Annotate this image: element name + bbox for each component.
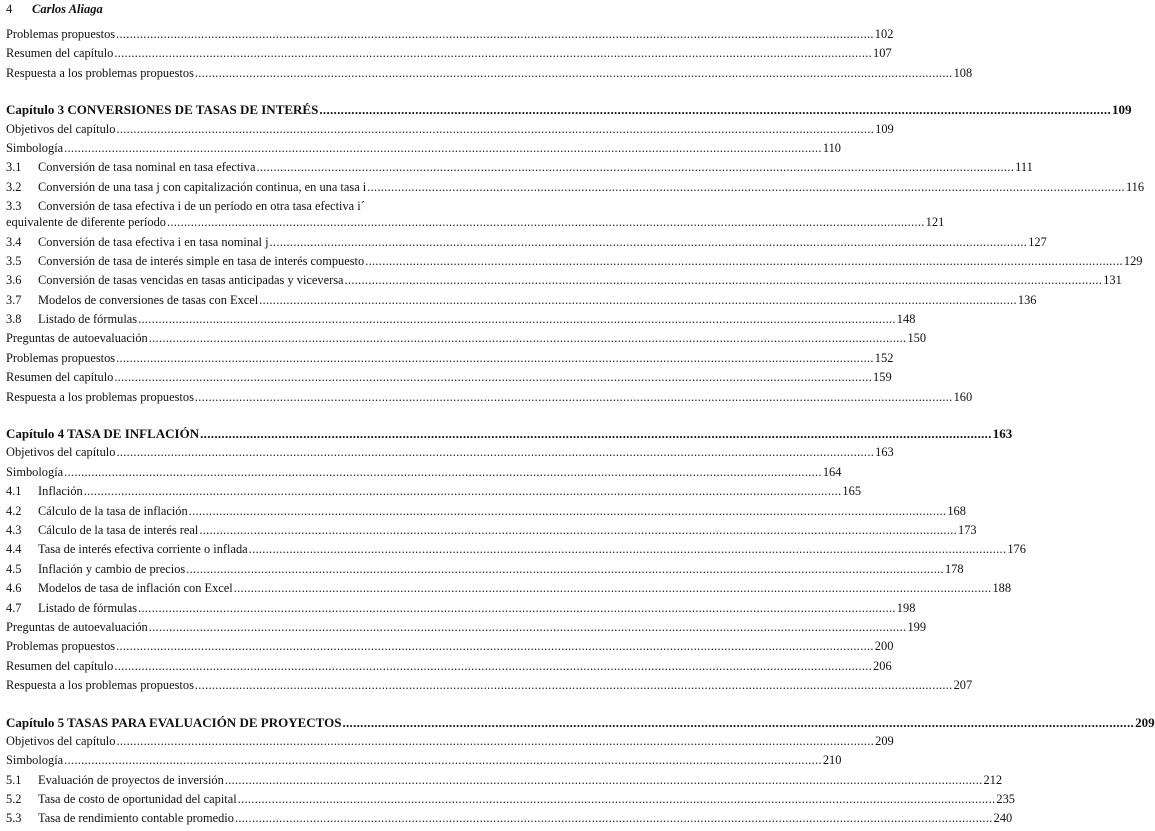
page-ref: 164: [822, 464, 842, 479]
page-ref: 111: [1015, 160, 1033, 175]
toc-entry[interactable]: [6, 179, 1145, 199]
toc-entry[interactable]: [6, 542, 1026, 561]
entry-number: 5.3: [6, 811, 22, 826]
entry-number: 4.2: [6, 503, 22, 518]
page-ref: 178: [944, 561, 964, 576]
toc-entry[interactable]: [6, 65, 973, 85]
entry-number: 3.6: [6, 273, 22, 288]
entry-number: 5.2: [6, 792, 22, 807]
page-ref: 210: [822, 753, 842, 768]
dot-leader: [342, 715, 1134, 731]
toc-entry[interactable]: [6, 581, 1012, 600]
toc-entry[interactable]: [6, 199, 452, 215]
page-ref: 199: [907, 619, 927, 634]
page-ref: 121: [925, 215, 945, 230]
chapter-heading[interactable]: [6, 102, 1132, 121]
toc-entry[interactable]: [6, 445, 894, 464]
section-gap: [6, 85, 452, 102]
dot-leader: [367, 180, 1125, 195]
dot-leader: [195, 390, 953, 405]
entry-number: 3.7: [6, 292, 22, 307]
toc-entry[interactable]: [6, 600, 916, 620]
entry-title: Conversión de tasa nominal en tasa efectiva: [38, 160, 256, 175]
entry-number: 4.7: [6, 600, 22, 615]
page-ref: 148: [896, 312, 916, 327]
dot-leader: [345, 273, 1103, 288]
entry-title: Preguntas de autoevaluación: [6, 331, 148, 346]
page-ref: 207: [953, 678, 973, 693]
dot-leader: [186, 562, 944, 577]
entry-number: 3.1: [6, 160, 22, 175]
page-ref: 235: [996, 792, 1015, 807]
page-ref: 127: [1028, 234, 1047, 249]
running-head-author: Carlos Aliaga: [32, 2, 103, 16]
page-ref: 173: [958, 522, 977, 537]
entry-title: Inflación: [38, 484, 83, 499]
entry-number: 4.6: [6, 581, 22, 596]
page-ref: 150: [907, 331, 927, 346]
toc-entry[interactable]: [6, 370, 892, 389]
dot-leader: [64, 753, 822, 768]
page-ref: 109: [1112, 102, 1132, 118]
entry-title: Objetivos del capítulo: [6, 445, 116, 460]
entry-title: Simbología: [6, 753, 64, 768]
entry-title: Resumen del capítulo: [6, 658, 114, 673]
page-ref: 107: [873, 46, 892, 61]
dot-leader: [116, 639, 874, 654]
toc-entry[interactable]: [6, 658, 892, 678]
entry-title: Objetivos del capítulo: [6, 733, 116, 748]
page-number: 4: [6, 2, 13, 16]
entry-title: Problemas propuestos: [6, 639, 116, 654]
dot-leader: [116, 27, 874, 42]
toc-entry[interactable]: [6, 312, 916, 331]
toc-entry[interactable]: [6, 619, 927, 639]
chapter-title: Capítulo 3 CONVERSIONES DE TASAS DE INTERÉS: [6, 102, 319, 118]
dot-leader: [189, 504, 947, 519]
entry-title: Simbología: [6, 140, 64, 155]
page-ref: 136: [1017, 292, 1037, 307]
entry-title: Cálculo de la tasa de interés real: [38, 522, 199, 537]
page-ref: 209: [875, 733, 894, 748]
dot-leader: [225, 773, 983, 788]
dot-leader: [195, 66, 953, 81]
dot-leader: [116, 445, 874, 460]
entry-title: Tasa de rendimiento contable promedio: [38, 811, 234, 826]
toc-entry[interactable]: [6, 215, 945, 234]
toc-entry[interactable]: [6, 772, 1003, 792]
page-ref: 110: [822, 140, 841, 155]
entry-title: Respuesta a los problemas propuestos: [6, 389, 194, 404]
entry-title: Inflación y cambio de precios: [38, 561, 186, 576]
dot-leader: [114, 659, 872, 674]
toc-entry[interactable]: [6, 27, 894, 46]
chapter-title: Capítulo 4 TASA DE INFLACIÓN: [6, 426, 200, 442]
entry-title: Simbología: [6, 464, 64, 479]
dot-leader: [138, 312, 896, 327]
page-ref: 152: [874, 350, 894, 365]
page-header: [6, 2, 452, 18]
toc-entry[interactable]: [6, 753, 842, 772]
toc-entry[interactable]: [6, 331, 927, 350]
dot-leader: [64, 465, 822, 480]
page-ref: 160: [953, 389, 973, 404]
entry-number: 4.4: [6, 542, 22, 557]
chapter-title: Capítulo 5 TASAS PARA EVALUACIÓN DE PROYECTOS: [6, 714, 342, 730]
page-ref: 109: [875, 121, 894, 136]
dot-leader: [64, 141, 822, 156]
toc-entry[interactable]: [6, 678, 973, 697]
dot-leader: [200, 426, 992, 442]
toc-entry[interactable]: [6, 140, 841, 160]
entry-title: Problemas propuestos: [6, 350, 116, 365]
chapter-heading[interactable]: [6, 426, 1013, 445]
page-ref: 131: [1103, 273, 1122, 288]
toc-entry[interactable]: [6, 253, 1143, 273]
dot-leader: [234, 581, 992, 596]
page-ref: 209: [1135, 714, 1155, 730]
entry-title: Resumen del capítulo: [6, 46, 114, 61]
entry-number: 3.4: [6, 234, 22, 249]
dot-leader: [365, 254, 1123, 269]
toc-entry[interactable]: [6, 464, 842, 484]
entry-number: 3.3: [6, 199, 22, 214]
page-ref: 212: [983, 772, 1003, 787]
entry-title: Resumen del capítulo: [6, 370, 114, 385]
toc-entry[interactable]: [6, 561, 964, 581]
dot-leader: [114, 46, 872, 61]
dot-leader: [256, 160, 1014, 175]
entry-title: Preguntas de autoevaluación: [6, 619, 148, 634]
page-ref: 129: [1123, 253, 1143, 268]
section-gap: [6, 698, 452, 715]
chapter-heading[interactable]: [6, 714, 1155, 734]
dot-leader: [138, 601, 896, 616]
page-ref: 188: [992, 581, 1012, 596]
toc-entry[interactable]: [6, 522, 977, 542]
entry-title: Respuesta a los problemas propuestos: [6, 678, 194, 693]
page-ref: 102: [874, 27, 894, 41]
toc-entry[interactable]: [6, 234, 1047, 254]
dot-leader: [199, 523, 957, 538]
page-ref: 159: [873, 370, 892, 385]
entry-number: 3.2: [6, 179, 22, 194]
dot-leader: [149, 620, 907, 635]
entry-title: Cálculo de la tasa de inflación: [38, 503, 188, 518]
toc-entry[interactable]: [6, 160, 1033, 179]
entry-title: Listado de fórmulas: [38, 312, 138, 327]
toc-entry[interactable]: [6, 121, 894, 141]
toc-entry[interactable]: [6, 792, 1015, 811]
section-gap: [6, 409, 452, 426]
dot-leader: [259, 293, 1017, 308]
entry-title: Tasa de costo de oportunidad del capital: [38, 792, 237, 807]
toc-entry[interactable]: [6, 503, 966, 523]
toc-entry[interactable]: [6, 733, 894, 753]
dot-leader: [319, 102, 1111, 118]
page-ref: 116: [1125, 179, 1145, 194]
dot-leader: [116, 122, 874, 137]
entry-title: Conversión de tasa efectiva i de un período en otra tasa efectiva i´: [38, 199, 365, 214]
entry-number: 3.5: [6, 253, 22, 268]
entry-title: Evaluación de proyectos de inversión: [38, 772, 224, 787]
entry-number: 4.1: [6, 484, 22, 499]
dot-leader: [195, 678, 953, 693]
dot-leader: [149, 331, 907, 346]
page-ref: 200: [874, 639, 894, 654]
page-ref: 165: [842, 484, 862, 499]
entry-title: Conversión de tasa de interés simple en tasa de interés compuesto: [38, 253, 365, 268]
dot-leader: [270, 235, 1028, 250]
dot-leader: [167, 215, 925, 230]
entry-title: Tasa de interés efectiva corriente o inflada: [38, 542, 248, 557]
dot-leader: [235, 811, 993, 826]
entry-title: equivalente de diferente período: [6, 215, 166, 230]
entry-title: Conversión de tasa efectiva i en tasa nominal j: [38, 234, 269, 249]
dot-leader: [116, 734, 874, 749]
toc-entry[interactable]: [6, 273, 1122, 292]
page-ref: 168: [947, 503, 966, 518]
toc-entry[interactable]: [6, 350, 894, 370]
entry-title: Respuesta a los problemas propuestos: [6, 65, 194, 80]
entry-title: Objetivos del capítulo: [6, 121, 116, 136]
dot-leader: [116, 351, 874, 366]
toc-entry[interactable]: [6, 811, 1013, 830]
page-ref: 108: [953, 65, 973, 80]
page-ref: 240: [993, 811, 1013, 826]
entry-number: 5.1: [6, 772, 22, 787]
table-of-contents: [6, 27, 1155, 831]
entry-title: Modelos de tasa de inflación con Excel: [38, 581, 233, 596]
entry-number: 4.5: [6, 561, 22, 576]
toc-entry[interactable]: [6, 639, 894, 658]
page-ref: 206: [873, 658, 892, 673]
dot-leader: [249, 542, 1007, 557]
entry-title: Problemas propuestos: [6, 27, 116, 41]
entry-title: Listado de fórmulas: [38, 600, 138, 615]
page-ref: 163: [875, 445, 894, 460]
toc-entry[interactable]: [6, 389, 973, 409]
toc-entry[interactable]: [6, 484, 862, 503]
page-ref: 198: [896, 600, 916, 615]
dot-leader: [114, 370, 872, 385]
entry-number: 3.8: [6, 312, 22, 327]
page-ref: 176: [1007, 542, 1026, 557]
dot-leader: [84, 484, 842, 499]
dot-leader: [238, 792, 996, 807]
page-ref: 163: [992, 426, 1013, 442]
toc-entry[interactable]: [6, 46, 892, 65]
toc-entry[interactable]: [6, 292, 1037, 312]
entry-number: 4.3: [6, 522, 22, 537]
entry-title: Modelos de conversiones de tasas con Excel: [38, 292, 259, 307]
entry-title: Conversión de una tasa j con capitalización continua, en una tasa i: [38, 179, 367, 194]
entry-title: Conversión de tasas vencidas en tasas anticipadas y viceversa: [38, 273, 344, 288]
